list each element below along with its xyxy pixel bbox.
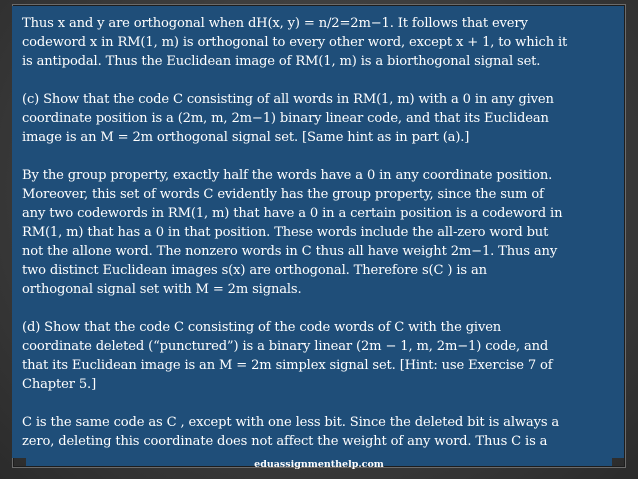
text-line: orthogonal signal set with M = 2m signals. <box>22 282 302 297</box>
text-line: zero, deleting this coordinate does not affect the weight of any word. Thus C is a <box>22 434 548 449</box>
text-line: image is an M = 2m orthogonal signal set. [Same hint as in part (a).] <box>22 130 470 145</box>
text-line: not the allone word. The nonzero words in C thus all have weight 2m−1. Thus any <box>22 244 558 259</box>
text-line: By the group property, exactly half the words have a 0 in any coordinate position. <box>22 168 553 183</box>
paragraph <box>22 14 616 71</box>
text-line: (c) Show that the code C consisting of all words in RM(1, m) with a 0 in any given <box>22 92 554 107</box>
text-line: is antipodal. Thus the Euclidean image of RM(1, m) is a biorthogonal signal set. <box>22 54 541 69</box>
content-panel <box>12 6 624 458</box>
paragraph <box>22 413 616 451</box>
text-line: Chapter 5.] <box>22 377 97 392</box>
paragraph <box>22 166 616 299</box>
text-line: Thus x and y are orthogonal when dH(x, y) = n/2=2m−1. It follows that every <box>22 16 528 31</box>
document-text <box>22 14 616 451</box>
text-line: any two codewords in RM(1, m) that have a 0 in a certain position is a codeword in <box>22 206 563 221</box>
text-line: C is the same code as C , except with one less bit. Since the deleted bit is always a <box>22 415 560 430</box>
text-line: codeword x in RM(1, m) is orthogonal to every other word, except x + 1, to which it <box>22 35 568 50</box>
text-line: coordinate position is a (2m, m, 2m−1) binary linear code, and that its Euclidean <box>22 111 549 126</box>
text-line: (d) Show that the code C consisting of the code words of C with the given <box>22 320 502 335</box>
text-line: that its Euclidean image is an M = 2m simplex signal set. [Hint: use Exercise 7 of <box>22 358 553 373</box>
text-line: two distinct Euclidean images s(x) are orthogonal. Therefore s(C ) is an <box>22 263 487 278</box>
text-line: Moreover, this set of words C evidently has the group property, since the sum of <box>22 187 544 202</box>
footer-site-name: eduassignmenthelp.com <box>254 459 384 470</box>
paragraph <box>22 318 616 394</box>
paragraph <box>22 90 616 147</box>
text-line: RM(1, m) that has a 0 in that position. These words include the all-zero word but <box>22 225 549 240</box>
text-line: coordinate deleted (“punctured”) is a binary linear (2m − 1, m, 2m−1) code, and <box>22 339 549 354</box>
